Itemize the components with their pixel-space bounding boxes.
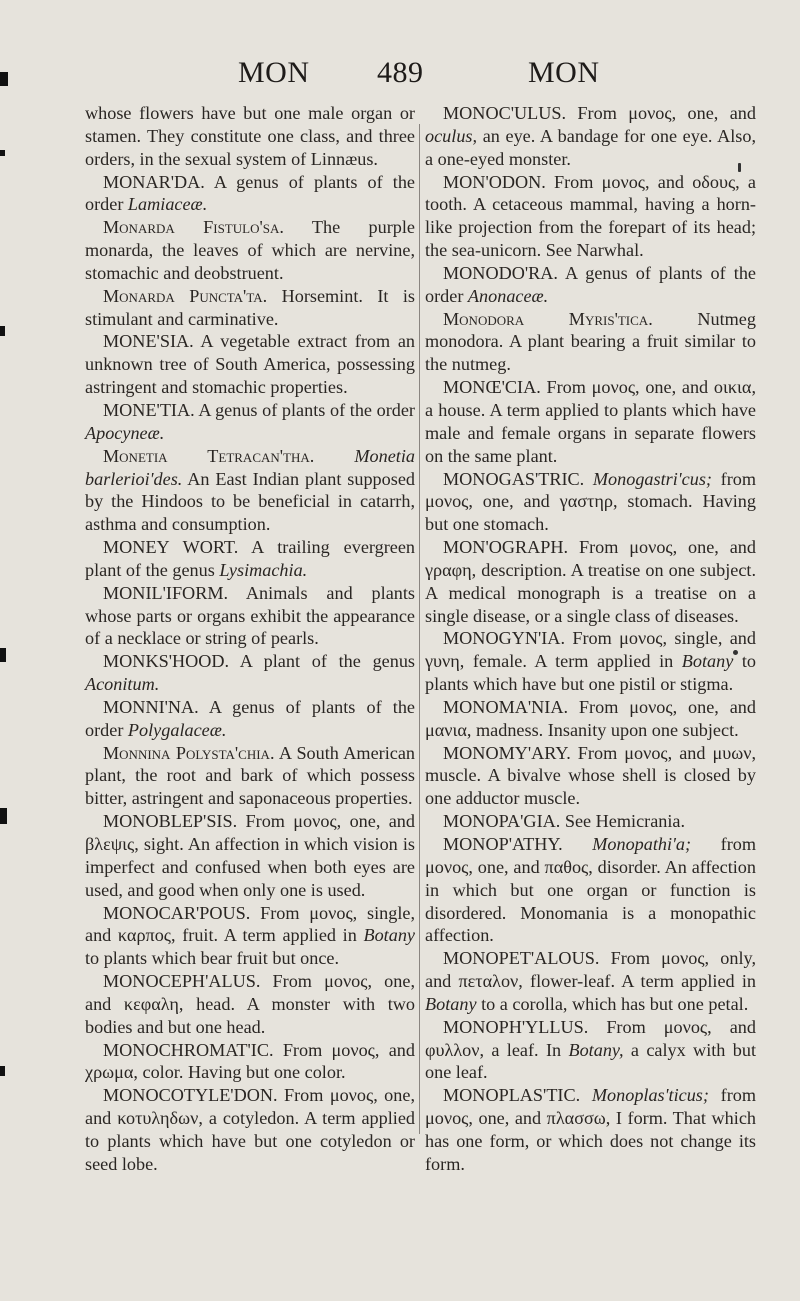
entry-definition: From μονος, one, and οικια, a house. A term applied to plants which have male and female organs in separate flowers on the same plant. <box>425 377 756 466</box>
dictionary-entry <box>425 468 756 537</box>
entry-definition: From μονος, one, and βλεψις, sight. An affection in which vision is imperfect and confused when both eyes are used, and good when only one is used. <box>85 811 415 900</box>
entry-headword: MONOC'ULUS. <box>443 103 567 123</box>
entry-latin-term: Monetia barlerioi'des. <box>85 445 415 489</box>
dictionary-entry <box>85 650 415 696</box>
dictionary-entry <box>425 171 756 262</box>
entry-latin-term: Monoplas'ticus; <box>580 1085 709 1106</box>
dictionary-entry <box>425 262 756 308</box>
dictionary-entry <box>85 399 415 445</box>
dictionary-entry <box>425 308 756 377</box>
entry-headword: MONOCHROMAT'IC. <box>103 1039 274 1060</box>
entry-headword: MONOMY'ARY. <box>443 742 571 763</box>
scan-edge-mark <box>0 808 7 824</box>
entry-definition-cont: to plants which have but one pistil or stigma. <box>425 651 756 695</box>
entry-definition: A genus of plants of the order <box>85 171 415 215</box>
entry-headword: MONOGYN'IA. <box>443 628 565 649</box>
entry-italic-term: oculus, <box>425 125 478 146</box>
entry-headword: MONOPLAS'TIC. <box>443 1085 581 1106</box>
entry-headword: MONOMA'NIA. <box>443 696 569 717</box>
entry-headword: MONIL'IFORM. <box>103 582 229 603</box>
left-column <box>85 102 415 1176</box>
entry-definition-cont: to plants which bear fruit but once. <box>85 948 340 969</box>
dictionary-entry <box>85 742 415 811</box>
dictionary-entry <box>85 902 415 971</box>
dictionary-entry <box>425 833 756 947</box>
entry-definition: A trailing evergreen plant of the genus <box>85 537 416 580</box>
column-divider <box>419 124 420 1134</box>
dictionary-entry <box>85 216 415 285</box>
scan-edge-mark <box>0 1066 5 1076</box>
entry-definition: The purple monarda, the leaves of which are nervine, stomachic and deobstruent. <box>85 217 415 283</box>
entry-headword: MONODO'RA. <box>443 262 558 283</box>
entry-headword: MONOCOTYLE'DON. <box>103 1085 278 1106</box>
entry-headword: MONOBLEP'SIS. <box>103 811 238 832</box>
entry-definition: A plant of the genus <box>229 651 415 672</box>
entry-definition: From μονος, and χρωμα, color. Having but one color. <box>85 1039 415 1083</box>
entry-italic-term: Polygalaceæ. <box>127 719 227 740</box>
dictionary-entry <box>85 696 415 742</box>
entry-definition: A South American plant, the root and bark of which possess bitter, astringent and saponaceous properties. <box>85 742 415 809</box>
entry-italic-term: Botany <box>681 651 734 672</box>
dictionary-entry <box>85 445 415 536</box>
entry-headword: MONNI'NA. <box>103 696 199 717</box>
scan-edge-mark <box>0 72 8 86</box>
entry-definition: From μονος, and οδους, a tooth. A cetaceous mammal, having a horn-like projection from the forepart of its head; the sea-unicorn. See Narwhal. <box>425 171 756 261</box>
entry-headword: MONOPA'GIA. <box>443 811 561 832</box>
dictionary-entry <box>425 696 756 742</box>
entry-headword: Monarda Puncta'ta. <box>103 285 268 306</box>
entry-headword: Monarda Fistulo'sa. <box>103 217 284 238</box>
entry-definition: A genus of plants of the order <box>425 262 756 306</box>
dictionary-entry <box>425 376 756 467</box>
entry-headword: MONE'TIA. <box>103 399 195 420</box>
entry-definition: From μονος, one, and μανια, madness. Insanity upon one subject. <box>425 696 756 740</box>
right-column <box>425 102 756 1176</box>
entry-definition: From μονος, single, and καρπος, fruit. A term applied in <box>85 902 415 946</box>
entry-headword: MONAR'DA. <box>103 171 205 192</box>
entry-headword: Monetia Tetracan'tha. <box>103 445 315 466</box>
dictionary-entry <box>85 1084 415 1175</box>
entry-definition: from μονος, one, and πλασσω, I form. That which has one form, or which does not change its form. <box>425 1085 757 1174</box>
entry-definition: From μονος, one, and <box>566 103 756 123</box>
entry-headword: MONEY WORT. <box>103 537 239 558</box>
entry-headword: MONOPH'YLLUS. <box>443 1016 589 1037</box>
entry-definition: whose flowers have but one male organ or stamen. They constitute one class, and three orders, in the sexual system of Linnæus. <box>85 103 415 169</box>
dictionary-entry <box>85 810 415 901</box>
entry-definition: From μονος, one, and γραφη, description. A treatise on one subject. A medical monograph is a treatise on a single disease, or a single class of diseases. <box>425 537 756 626</box>
running-head-right: MON <box>528 56 600 89</box>
entry-italic-term: Apocyneæ. <box>85 422 165 443</box>
entry-definition: From μονος, single, and γυνη, female. A term applied in <box>425 628 756 672</box>
entry-headword: MONE'SIA. <box>103 331 194 352</box>
entry-definition: From μονος, one, and κοτυληδων, a cotyledon. A term applied to plants which have but one cotyledon or seed lobe. <box>85 1085 415 1174</box>
entry-definition-cont: to a corolla, which has but one petal. <box>476 993 749 1014</box>
dictionary-entry <box>425 536 756 627</box>
entry-headword: MONŒ'CIA. <box>443 377 541 398</box>
entry-definition: Horsemint. It is stimulant and carminative. <box>85 285 415 329</box>
scan-edge-mark <box>0 326 5 336</box>
entry-definition: From μονος, only, and πεταλον, flower-leaf. A term applied in <box>425 948 756 992</box>
entry-definition: From μονος, and φυλλον, a leaf. In <box>425 1016 756 1060</box>
dictionary-entry <box>425 947 756 1016</box>
page-number: 489 <box>377 56 424 89</box>
entry-headword: MONOCAR'POUS. <box>103 902 251 923</box>
entry-headword: Monodora Myris'tica. <box>443 308 653 329</box>
entry-headword: MONOGAS'TRIC. <box>443 468 585 489</box>
entry-italic-term: Botany, <box>568 1039 624 1060</box>
entry-headword: Monnina Polysta'chia. <box>103 742 275 763</box>
dictionary-entry <box>85 970 415 1039</box>
entry-definition: From μονος, one, and κεφαλη, head. A monster with two bodies and but one head. <box>85 971 415 1037</box>
entry-definition: from μονος, one, and γαστηρ, stomach. Having but one stomach. <box>425 468 756 535</box>
entry-definition: A genus of plants of the order <box>85 696 415 740</box>
entry-headword: MONOPET'ALOUS. <box>443 948 600 969</box>
entry-latin-term: Monopathi'a; <box>562 834 692 854</box>
scan-edge-mark <box>0 648 6 662</box>
entry-italic-term: Botany <box>425 993 477 1014</box>
entry-definition: From μονος, and μυων, muscle. A bivalve whose shell is closed by one adductor muscle. <box>425 742 756 809</box>
entry-headword: MONOCEPH'ALUS. <box>103 971 261 992</box>
dictionary-entry <box>425 742 756 811</box>
entry-italic-term: Lysimachia. <box>219 559 308 580</box>
dictionary-entry <box>85 285 415 331</box>
entry-definition: An East Indian plant supposed by the Hindoos to be beneficial in catarrh, asthma and consumption. <box>85 468 415 535</box>
dictionary-entry <box>425 102 756 171</box>
entry-italic-term: Anonaceæ. <box>467 285 549 306</box>
entry-headword: MONOP'ATHY. <box>443 834 563 854</box>
entry-definition: from μονος, one, and παθος, disorder. An affection in which but one organ or function is disordered. Monomania is a monopathic affection. <box>425 834 757 946</box>
dictionary-entry <box>425 1016 756 1085</box>
entry-definition-cont: an eye. A bandage for one eye. Also, a one-eyed monster. <box>425 125 756 169</box>
entry-headword: MON'OGRAPH. <box>443 537 569 558</box>
entry-definition: Animals and plants whose parts or organs exhibit the appearance of a necklace or string of pearls. <box>85 582 415 649</box>
entry-italic-term: Aconitum. <box>85 674 160 695</box>
entry-italic-term: Lamiaceæ. <box>127 194 208 215</box>
entry-latin-term: Monogastri'cus; <box>584 468 712 489</box>
dictionary-entry <box>425 627 756 696</box>
dictionary-entry <box>425 1084 756 1175</box>
entry-definition: Nutmeg monodora. A plant bearing a fruit similar to the nutmeg. <box>425 308 756 375</box>
scan-edge-mark <box>0 150 5 156</box>
dictionary-entry <box>85 582 415 651</box>
dictionary-entry <box>85 536 415 582</box>
dictionary-entry <box>85 171 415 217</box>
entry-definition-cont: a calyx with but one leaf. <box>425 1039 756 1083</box>
entry-headword: MON'ODON. <box>443 171 546 192</box>
entry-italic-term: Botany <box>363 925 415 946</box>
entry-headword: MONKS'HOOD. <box>103 651 230 672</box>
entry-definition: A vegetable extract from an unknown tree of South America, possessing astringent and stomachic properties. <box>85 331 415 398</box>
dictionary-entry <box>85 102 415 171</box>
entry-definition: A genus of plants of the order <box>194 399 415 420</box>
entry-definition: See Hemicrania. <box>560 811 686 832</box>
dictionary-entry <box>85 1039 415 1085</box>
running-head-left: MON <box>238 56 310 89</box>
dictionary-entry <box>425 810 756 833</box>
dictionary-entry <box>85 330 415 399</box>
